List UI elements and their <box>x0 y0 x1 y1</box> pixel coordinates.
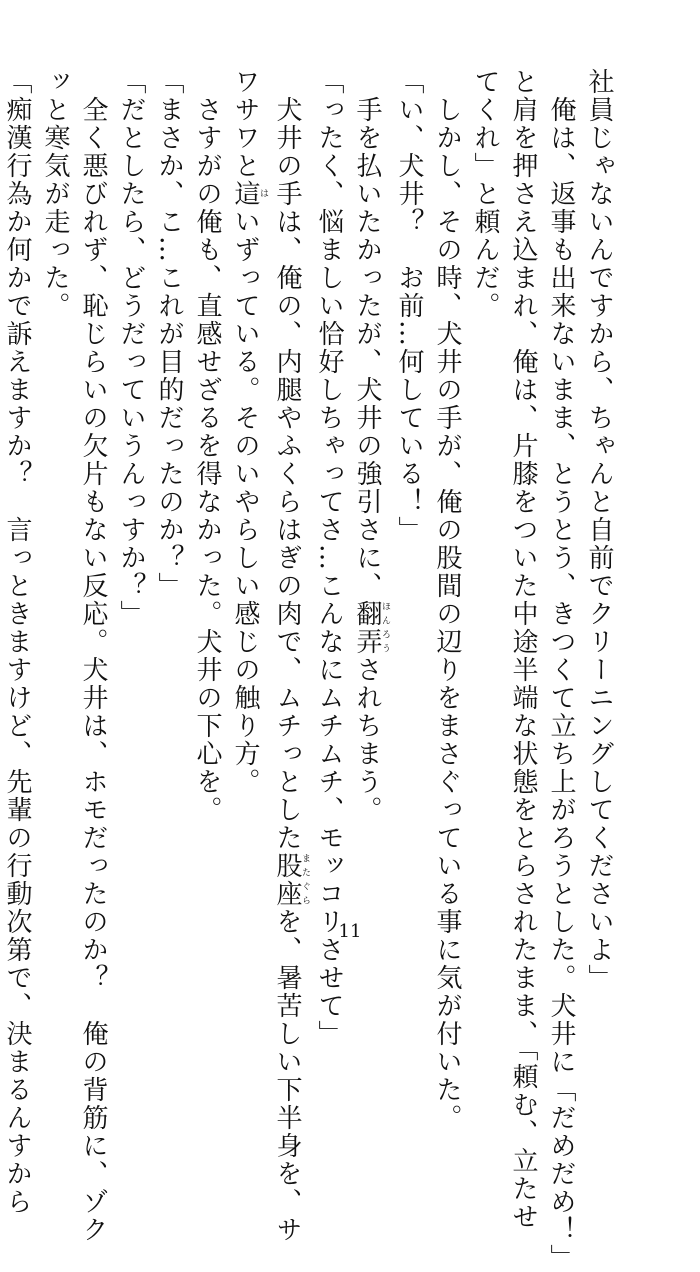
text-line: 「まさか、こ…これが目的だったのか？」 <box>154 68 184 600</box>
text-line: 「い、犬井？ お前…何している！」 <box>394 68 424 544</box>
text-line: 全く悪びれず、恥じらいの欠片もない反応。犬井は、ホモだったのか？ 俺の背筋に、ゾク <box>78 68 108 1244</box>
text-line: 「だとしたら、どうだっていうんっすか？」 <box>116 68 146 628</box>
ruby-annotation: 這は <box>230 180 268 208</box>
text-line: しかし、その時、犬井の手が、俺の股間の辺りをまさぐっている事に気が付いた。 <box>432 68 462 1132</box>
text-line: 「痴漢行為か何かで訴えますか？ 言っときますけど、先輩の行動次第で、決まるんすから <box>2 68 32 1216</box>
ruby-annotation: 翻弄ほんろう <box>352 600 390 656</box>
ruby-annotation: 股座またぐら <box>272 852 310 908</box>
text-line: 社員じゃないんですから、ちゃんと自前でクリーニングしてくださいよ」 <box>584 68 614 992</box>
page-number: 11 <box>338 921 362 942</box>
text-line: ッと寒気が走った。 <box>40 68 70 320</box>
text-line: てくれ」と頼んだ。 <box>470 68 500 320</box>
text-line: 俺は、返事も出来ないまま、とうとう、きつくて立ち上がろうとした。犬井に「だめだめ！」 <box>546 68 576 1272</box>
text-line: と肩を押さえ込まれ、俺は、片膝をついた中途半端な状態をとらされたまま、「頼む、立たせ <box>508 68 538 1231</box>
text-line: 犬井の手は、俺の、内腿やふくらはぎの肉で、ムチっとした股座またぐらを、暑苦しい下半身を、サ <box>272 68 310 1244</box>
text-line: 「ったく、悩ましい恰好しちゃってさ…こんなにムチムチ、モッコリさせて」 <box>314 68 344 1048</box>
text-line: さすがの俺も、直感せざるを得なかった。犬井の下心を。 <box>192 68 222 824</box>
text-line: ワサワと這はいずっている。そのいやらしい感じの触り方。 <box>230 68 268 796</box>
text-line: 手を払いたかったが、犬井の強引さに、翻弄ほんろうされちまう。 <box>352 68 390 824</box>
